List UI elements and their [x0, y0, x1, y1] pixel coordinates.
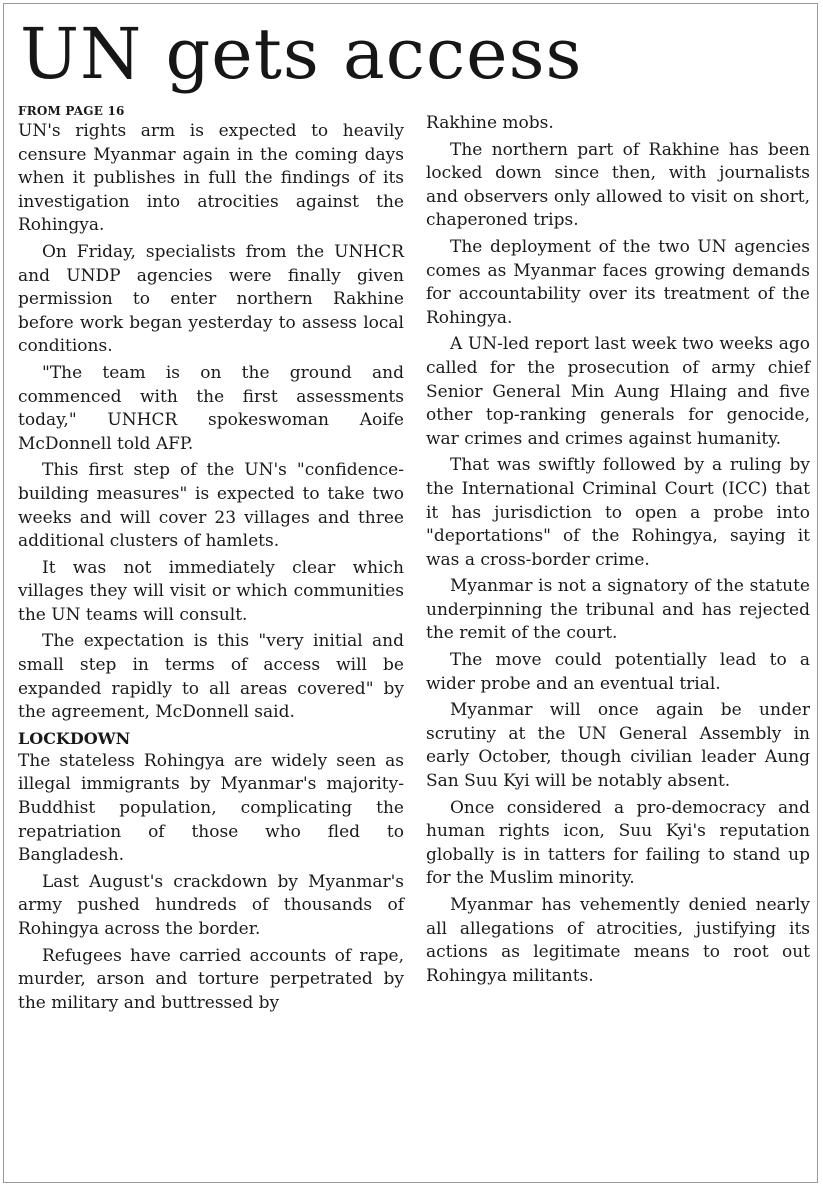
article-paragraph: That was swiftly followed by a ruling by the International Criminal Court (ICC) that it has jurisdiction to open a probe into "deportations" of the Rohingya, saying it was a cross-border crime. [426, 455, 810, 570]
article-paragraph: Rakhine mobs. [426, 113, 554, 133]
continued-from-label: FROM PAGE 16 [18, 104, 125, 118]
article-paragraph: Last August's crackdown by Myanmar's army pushed hundreds of thousands of Rohingya across the border. [18, 871, 404, 939]
article-column-right [426, 112, 810, 991]
article-paragraph: The northern part of Rakhine has been locked down since then, with journalists and observers only allowed to visit on short, chaperoned trips. [426, 139, 810, 231]
section-subhead: LOCKDOWN [18, 728, 131, 748]
article-paragraph: It was not immediately clear which villages they will visit or which communities the UN teams will consult. [18, 557, 404, 625]
article-paragraph: The move could potentially lead to a wider probe and an eventual trial. [426, 650, 810, 694]
article-paragraph: Myanmar will once again be under scrutiny at the UN General Assembly in early October, though civilian leader Aung San Suu Kyi will be notably absent. [426, 700, 810, 792]
article-column-left [18, 104, 404, 1018]
headline: UN gets access [20, 13, 583, 95]
article-paragraph: Myanmar has vehemently denied nearly all allegations of atrocities, justifying its actions as legitimate means to root out Rohingya militants. [426, 895, 810, 986]
article-paragraph: A UN-led report last week two weeks ago called for the prosecution of army chief Senior General Min Aung Hlaing and five other top-ranking generals for genocide, war crimes and crimes against humanity. [426, 334, 810, 449]
article-paragraph: This first step of the UN's "confidence-building measures" is expected to take two weeks and will cover 23 villages and three additional clusters of hamlets. [18, 460, 404, 552]
article-paragraph: UN's rights arm is expected to heavily censure Myanmar again in the coming days when it publishes in full the findings of its investigation into atrocities against the Rohingya. [18, 121, 404, 236]
article-paragraph: Once considered a pro-democracy and human rights icon, Suu Kyi's reputation globally is in tatters for failing to stand up for the Muslim minority. [426, 797, 810, 889]
article-paragraph: Refugees have carried accounts of rape, murder, arson and torture perpetrated by the military and buttressed by [18, 945, 404, 1013]
article-paragraph: On Friday, specialists from the UNHCR and UNDP agencies were finally given permission to enter northern Rakhine before work began yesterday to assess local conditions. [18, 241, 404, 357]
article-paragraph: "The team is on the ground and commenced with the first assessments today," UNHCR spokeswoman Aoife McDonnell told AFP. [18, 362, 404, 454]
article-paragraph: The deployment of the two UN agencies comes as Myanmar faces growing demands for accountability over its treatment of the Rohingya. [426, 236, 810, 328]
article-paragraph: The expectation is this "very initial and small step in terms of access will be expanded rapidly to all areas covered" by the agreement, McDonnell said. [18, 631, 404, 723]
article-paragraph: Myanmar is not a signatory of the statute underpinning the tribunal and has rejected the remit of the court. [426, 576, 810, 644]
article-paragraph: The stateless Rohingya are widely seen as illegal immigrants by Myanmar's majority-Buddhist population, complicating the repatriation of those who fled to Bangladesh. [18, 750, 404, 866]
